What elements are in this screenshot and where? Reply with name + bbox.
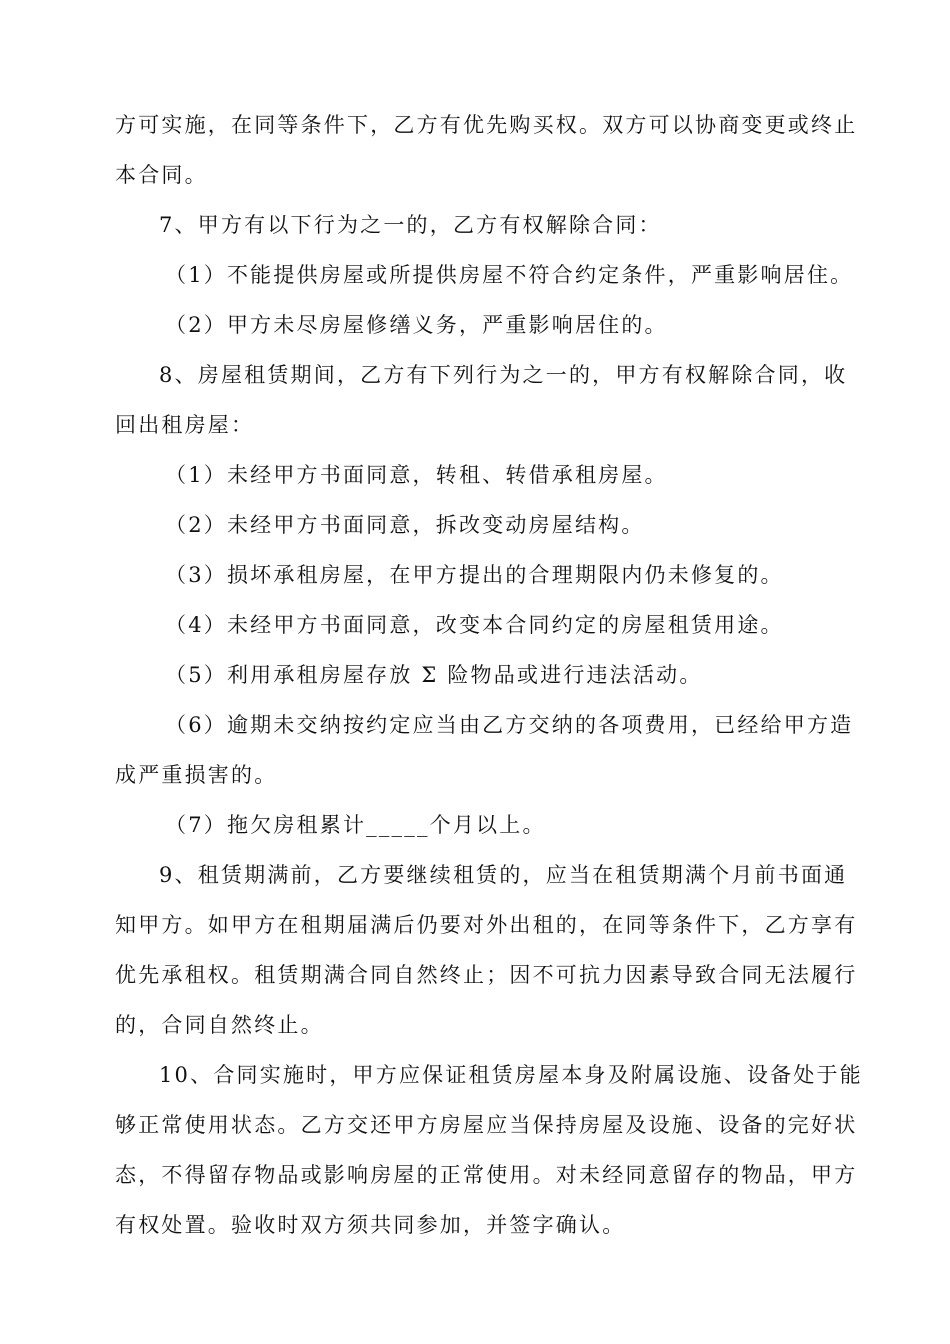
text-line: 态，不得留存物品或影响房屋的正常使用。对未经同意留存的物品，甲方 [115,1163,858,1187]
text-line: 有权处置。验收时双方须共同参加，并签字确认。 [115,1213,626,1237]
text-line: 本合同。 [115,163,208,187]
text-line: 7、甲方有以下行为之一的，乙方有权解除合同： [159,213,662,237]
text-line: 9、租赁期满前，乙方要继续租赁的，应当在租赁期满个月前书面通 [159,863,848,887]
text-line: 够正常使用状态。乙方交还甲方房屋应当保持房屋及设施、设备的完好状 [115,1113,858,1137]
clause-8 [115,350,848,450]
text-line: （2）未经甲方书面同意，拆改变动房屋结构。 [165,513,645,537]
text-line: 优先承租权。租赁期满合同自然终止；因不可抗力因素导致合同无法履行 [115,963,858,987]
clause-8-item-5 [115,650,835,700]
clause-9 [115,850,858,1050]
text-line: 8、房屋租赁期间，乙方有下列行为之一的，甲方有权解除合同，收 [159,363,848,387]
clause-10 [115,1050,863,1250]
text-line: 成严重损害的。 [115,763,278,787]
clause-7 [115,200,835,250]
text-line: （2）甲方未尽房屋修缮义务，严重影响居住的。 [165,313,668,337]
text-line: （6）逾期未交纳按约定应当由乙方交纳的各项费用，已经给甲方造 [165,713,854,737]
clause-7-item-2 [115,300,835,350]
clause-8-item-4 [115,600,835,650]
paragraph-continuation [115,100,858,200]
clause-8-item-7 [115,800,835,850]
text-line: （4）未经甲方书面同意，改变本合同约定的房屋租赁用途。 [165,613,784,637]
text-line: 的，合同自然终止。 [115,1013,324,1037]
text-line: （7）拖欠房租累计_____个月以上。 [165,813,546,837]
clause-8-item-6 [115,700,854,800]
text-line: 知甲方。如甲方在租期届满后仍要对外出租的，在同等条件下，乙方享有 [115,913,858,937]
text-line: （5）利用承租房屋存放 Σ 险物品或进行违法活动。 [165,663,703,687]
text-line: （1）未经甲方书面同意，转租、转借承租房屋。 [165,463,668,487]
clause-8-item-3 [115,550,835,600]
clause-7-item-1 [115,250,854,300]
document-page [115,100,863,1250]
text-line: （3）损坏承租房屋，在甲方提出的合理期限内仍未修复的。 [165,563,784,587]
text-line: 10、合同实施时，甲方应保证租赁房屋本身及附属设施、设备处于能 [159,1063,863,1087]
text-line: 回出租房屋： [115,413,255,437]
text-line: 方可实施，在同等条件下，乙方有优先购买权。双方可以协商变更或终止 [115,113,858,137]
clause-8-item-2 [115,500,835,550]
text-line: （1）不能提供房屋或所提供房屋不符合约定条件，严重影响居住。 [165,263,854,287]
clause-8-item-1 [115,450,835,500]
